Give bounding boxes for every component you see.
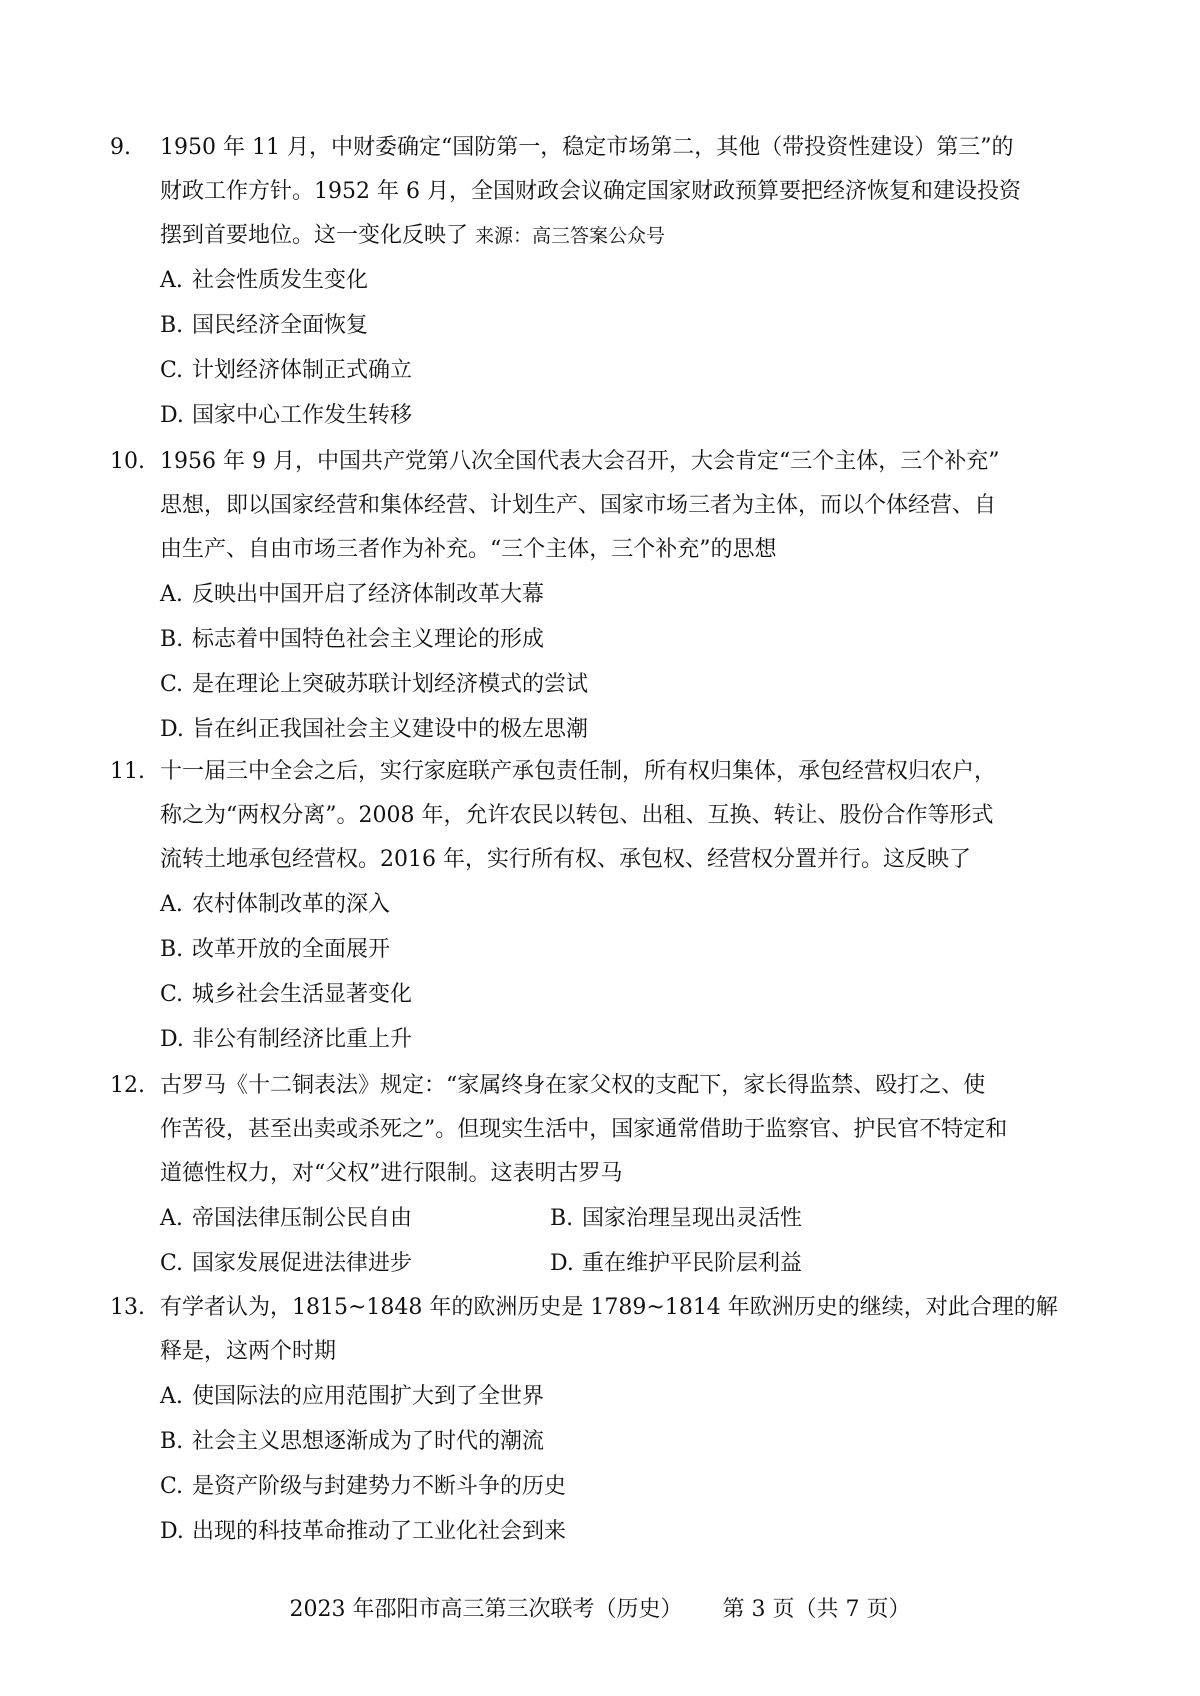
option-text: 标志着中国特色社会主义理论的形成: [192, 627, 545, 652]
question-stem-line: 十一届三中全会之后，实行家庭联产承包责任制，所有权归集体，承包经营权归农户，: [160, 759, 997, 784]
option-text: 国民经济全面恢复: [192, 313, 369, 338]
option-letter: B.: [160, 627, 184, 652]
question-stem-line: 1956 年 9 月，中国共产党第八次全国代表大会召开，大会肯定“三个主体，三个补充”: [160, 449, 1000, 474]
question-stem-line: 财政工作方针。1952 年 6 月，全国财政会议确定国家财政预算要把经济恢复和建设投资: [160, 179, 1021, 204]
option-c-letter[interactable]: C.: [160, 1251, 184, 1276]
option-c[interactable]: [110, 1464, 1100, 1509]
option-letter: B.: [160, 1429, 184, 1454]
option-text: 出现的科技革命推动了工业化社会到来: [192, 1519, 567, 1544]
option-c[interactable]: [110, 662, 1100, 707]
question-10: [110, 440, 1100, 752]
option-d[interactable]: [110, 393, 1100, 438]
question-stem-line: 释是，这两个时期: [160, 1339, 337, 1364]
option-letter: C.: [160, 358, 184, 383]
option-a-text[interactable]: 帝国法律压制公民自由: [192, 1206, 413, 1231]
option-letter: B.: [160, 313, 184, 338]
option-letter: C.: [160, 982, 184, 1007]
option-c[interactable]: [110, 348, 1100, 393]
option-letter: D.: [160, 1027, 184, 1052]
option-b[interactable]: [110, 927, 1100, 972]
question-stem-line: 有学者认为，1815~1848 年的欧洲历史是 1789~1814 年欧洲历史的继续，对此合理的解: [160, 1295, 1058, 1320]
option-b-letter[interactable]: B.: [550, 1206, 574, 1231]
page-number: 第 3 页（共 7 页）: [722, 1597, 911, 1622]
option-letter: D.: [160, 403, 184, 428]
option-text: 国家中心工作发生转移: [192, 403, 413, 428]
option-letter: C.: [160, 1474, 184, 1499]
option-text: 使国际法的应用范围扩大到了全世界: [192, 1384, 545, 1409]
option-letter: C.: [160, 672, 184, 697]
option-text: 反映出中国开启了经济体制改革大幕: [192, 582, 545, 607]
question-number: 13.: [110, 1295, 145, 1320]
option-a[interactable]: [110, 882, 1100, 927]
option-a[interactable]: [110, 258, 1100, 303]
exam-title: 2023 年邵阳市高三第三次联考（历史）: [289, 1597, 683, 1622]
question-13: [110, 1286, 1100, 1554]
option-text: 非公有制经济比重上升: [192, 1027, 413, 1052]
option-row-cd: [110, 1241, 1100, 1286]
option-c[interactable]: [110, 972, 1100, 1017]
option-letter: A.: [160, 268, 183, 293]
option-d-letter[interactable]: D.: [550, 1251, 574, 1276]
option-text: 城乡社会生活显著变化: [192, 982, 413, 1007]
option-b[interactable]: [110, 1419, 1100, 1464]
option-d[interactable]: [110, 1017, 1100, 1062]
question-number: 9.: [110, 135, 131, 160]
question-number: 11.: [110, 759, 145, 784]
option-row-ab: [110, 1196, 1100, 1241]
question-number: 10.: [110, 449, 145, 474]
option-b-text[interactable]: 国家治理呈现出灵活性: [582, 1206, 803, 1231]
question-stem-line: 1950 年 11 月，中财委确定“国防第一，稳定市场第二，其他（带投资性建设）第三”的: [160, 135, 1014, 160]
option-letter: A.: [160, 1384, 183, 1409]
option-letter: A.: [160, 892, 183, 917]
question-stem-line: 作苦役，甚至出卖或杀死之”。但现实生活中，国家通常借助于监察官、护民官不特定和: [160, 1117, 1008, 1142]
source-note: 来源：高三答案公众号: [475, 225, 666, 247]
question-9: [110, 126, 1100, 438]
question-stem-line: 摆到首要地位。这一变化反映了: [160, 223, 469, 248]
option-d[interactable]: [110, 1509, 1100, 1554]
option-text: 改革开放的全面展开: [192, 937, 391, 962]
option-text: 是资产阶级与封建势力不断斗争的历史: [192, 1474, 567, 1499]
option-text: 是在理论上突破苏联计划经济模式的尝试: [192, 672, 589, 697]
question-stem-line: 道德性权力，对“父权”进行限制。这表明古罗马: [160, 1161, 623, 1186]
question-stem-line: 古罗马《十二铜表法》规定：“家属终身在家父权的支配下，家长得监禁、殴打之、使: [160, 1073, 986, 1098]
option-c-text[interactable]: 国家发展促进法律进步: [192, 1251, 413, 1276]
option-d[interactable]: [110, 707, 1100, 752]
option-d-text[interactable]: 重在维护平民阶层利益: [582, 1251, 803, 1276]
option-b[interactable]: [110, 617, 1100, 662]
question-stem-line: 流转土地承包经营权。2016 年，实行所有权、承包权、经营权分置并行。这反映了: [160, 847, 971, 872]
question-12: [110, 1064, 1100, 1286]
option-a[interactable]: [110, 572, 1100, 617]
question-stem-line: 思想，即以国家经营和集体经营、计划生产、国家市场三者为主体，而以个体经营、自: [160, 493, 997, 518]
page-footer: [0, 1590, 1200, 1630]
question-11: [110, 750, 1100, 1062]
option-text: 社会性质发生变化: [192, 268, 369, 293]
option-text: 计划经济体制正式确立: [192, 358, 413, 383]
option-text: 农村体制改革的深入: [192, 892, 391, 917]
option-a[interactable]: [110, 1374, 1100, 1419]
option-text: 旨在纠正我国社会主义建设中的极左思潮: [192, 717, 589, 742]
option-a-letter[interactable]: A.: [160, 1206, 183, 1231]
question-stem-line: 由生产、自由市场三者作为补充。“三个主体，三个补充”的思想: [160, 537, 777, 562]
option-b[interactable]: [110, 303, 1100, 348]
question-number: 12.: [110, 1073, 145, 1098]
option-letter: A.: [160, 582, 183, 607]
question-stem-line: 称之为“两权分离”。2008 年，允许农民以转包、出租、互换、转让、股份合作等形式: [160, 803, 994, 828]
option-letter: D.: [160, 1519, 184, 1544]
option-letter: B.: [160, 937, 184, 962]
option-letter: D.: [160, 717, 184, 742]
option-text: 社会主义思想逐渐成为了时代的潮流: [192, 1429, 545, 1454]
